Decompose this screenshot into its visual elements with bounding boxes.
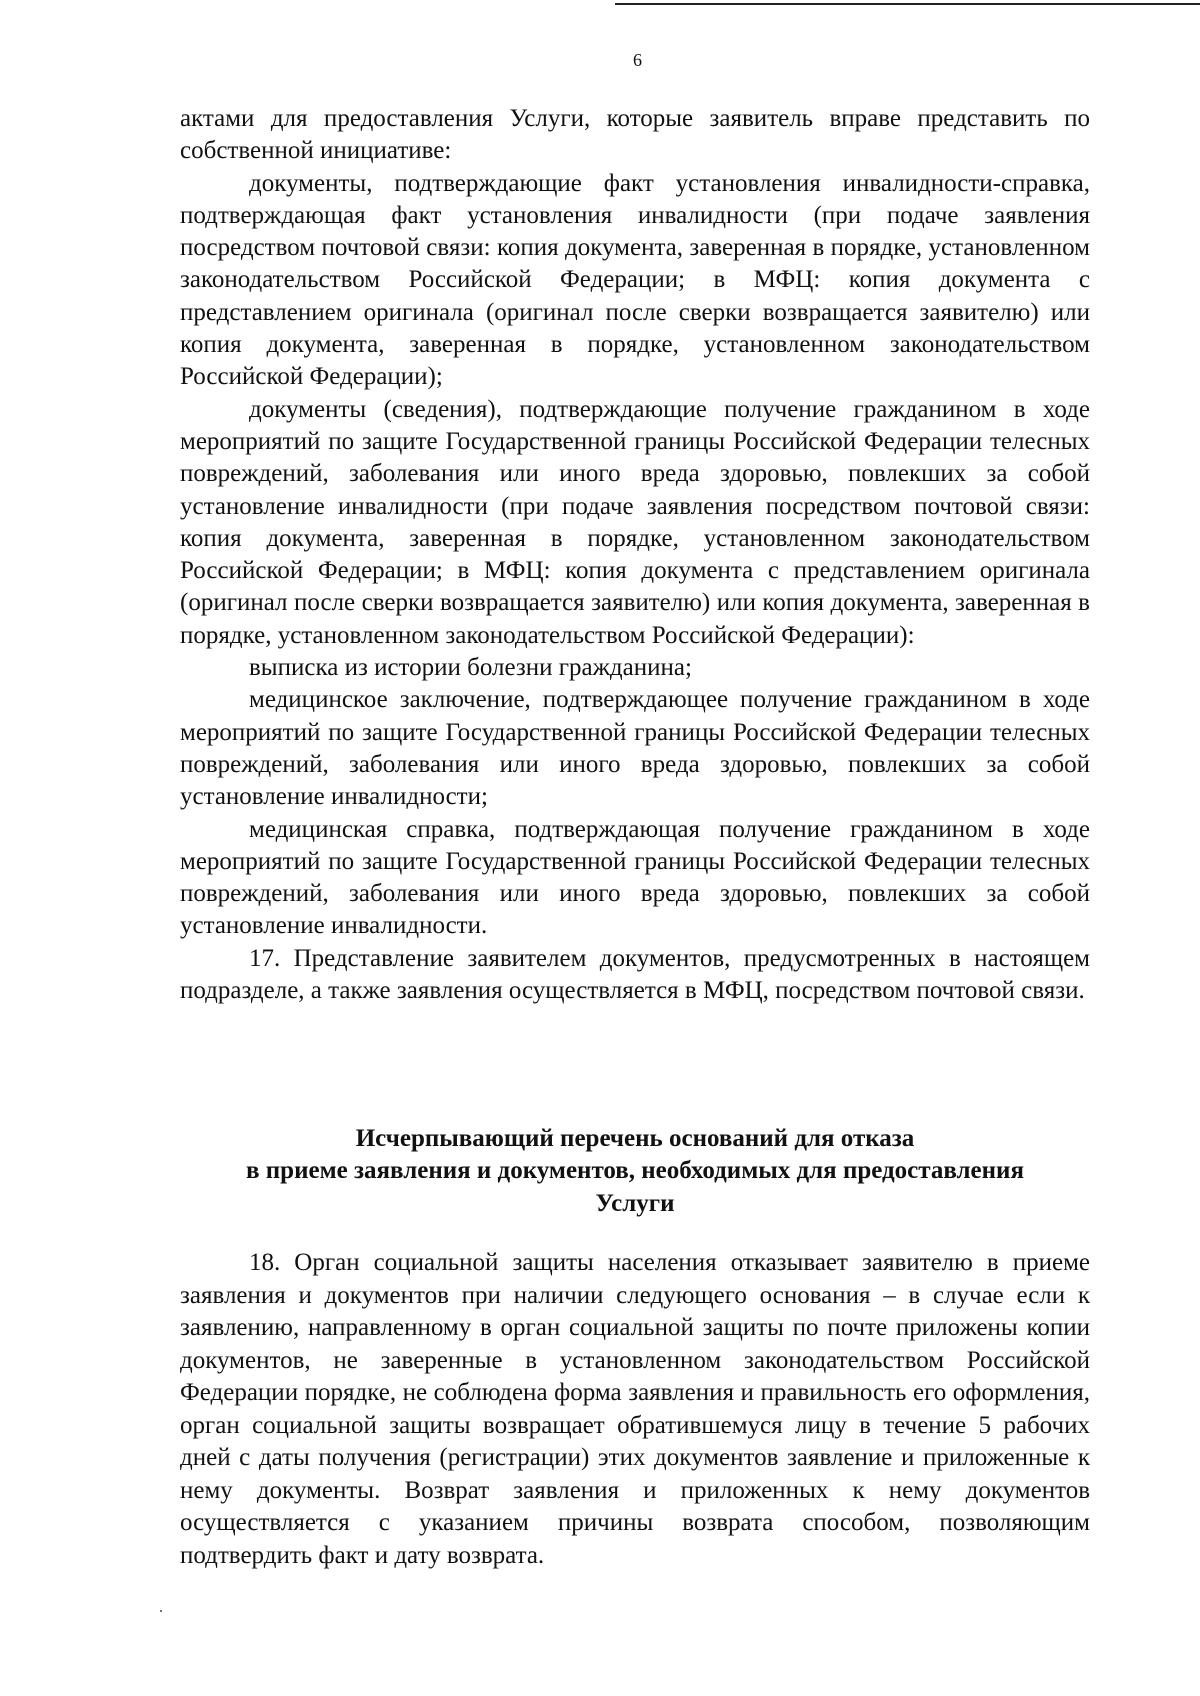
paragraph-medical-certificate: медицинская справка, подтверждающая получение гражданином в ходе мероприятий по защите Государственной границы Российской Федерации телесных повреждений, заболевания или иного вреда здоровью, повлекших за собой установление инвалидности. — [180, 815, 1090, 940]
scan-speck — [160, 1610, 162, 1612]
scan-top-rule — [615, 3, 1200, 5]
paragraph-injury-documents: документы (сведения), подтверждающие получение гражданином в ходе мероприятий по защите Государственной границы Российской Федерации телесных повреждений, заболевания или иного вреда здоровью, повлекших за собой установление инвалидности (при подаче заявления посредством почтовой связи: копия документа, заверенная в порядке, установленном законодательством Российской Федерации; в МФЦ: копия документа с представлением оригинала (оригинал после сверки возвращается заявителю) или копия документа, заверенная в порядке, установленном законодательством Российской Федерации): — [180, 395, 1090, 649]
paragraph-medical-history: выписка из истории болезни гражданина; — [249, 654, 692, 682]
paragraph-disability-certificate: документы, подтверждающие факт установления инвалидности-справка, подтверждающая факт установления инвалидности (при подаче заявления посредством почтовой связи: копия документа, заверенная в порядке, установленном законодательством Российской Федерации; в МФЦ: копия документа с представлением оригинала (оригинал после сверки возвращается заявителю) или копия документа, заверенная в порядке, установленном законодательством Российской Федерации); — [180, 169, 1090, 391]
document-body — [180, 103, 1090, 1007]
page-number: 6 — [633, 50, 642, 70]
paragraph-medical-conclusion: медицинское заключение, подтверждающее получение гражданином в ходе мероприятий по защите Государственной границы Российской Федерации телесных повреждений, заболевания или иного вреда здоровью, повлекших за собой установление инвалидности; — [180, 686, 1090, 811]
paragraph-item-17: 17. Представление заявителем документов, предусмотренных в настоящем подразделе, а также заявления осуществляется в МФЦ, посредством почтовой связи. — [180, 944, 1090, 1005]
section-heading-line: в приеме заявления и документов, необходимых для предоставления — [246, 1157, 1024, 1185]
section-heading-line: Услуги — [595, 1189, 675, 1217]
section-heading — [180, 1123, 1090, 1220]
section-heading-line: Исчерпывающий перечень оснований для отказа — [355, 1125, 915, 1152]
paragraph-item-18: 18. Орган социальной защиты населения отказывает заявителю в приеме заявления и документов при наличии следующего основания – в случае если к заявлению, направленному в орган социальной защиты по почте приложены копии документов, не заверенные в установленном законодательством Российской Федерации порядке, не соблюдена форма заявления и правильность его оформления, орган социальной защиты возвращает обратившемуся лицу в течение 5 рабочих дней с даты получения (регистрации) этих документов заявление и приложенные к нему документы. Возврат заявления и приложенных к нему документов осуществляется с указанием причины возврата способом, позволяющим подтвердить факт и дату возврата. — [180, 1249, 1090, 1569]
paragraph-continuation: актами для предоставления Услуги, которые заявитель вправе представить по собственной инициативе: — [180, 105, 1090, 165]
